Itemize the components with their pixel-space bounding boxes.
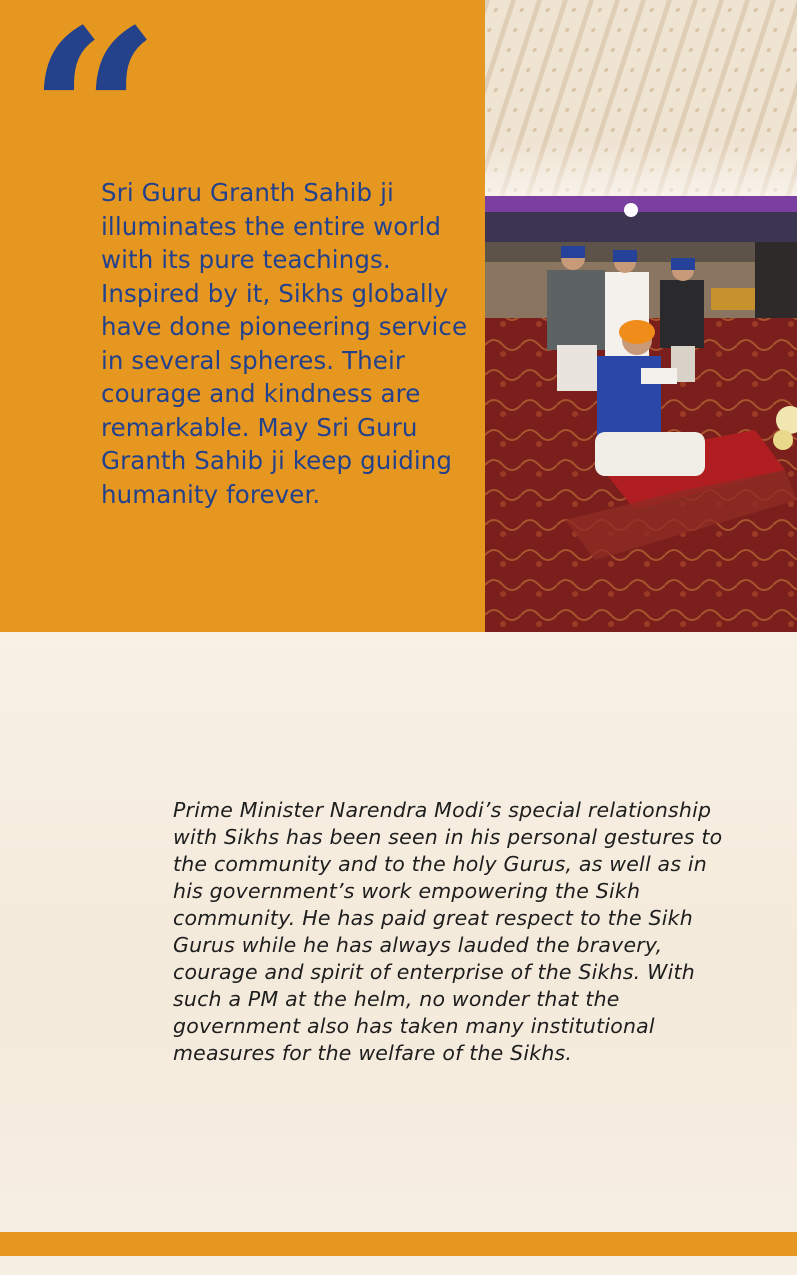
ceremony-photo [485,0,797,632]
quote-mark-icon: “ [28,0,161,250]
footer-strip [0,1256,797,1275]
quote-text: Sri Guru Granth Sahib ji illuminates the entire world with its pure teachings. Inspired by it, Sikhs globally have done pioneering service in several spheres. Their courage and kindness are remarkable. May Sri Guru Granth Sahib ji keep guiding humanity forever. [101,178,468,509]
footer-band [0,1232,797,1256]
article-text: Prime Minister Narendra Modi’s special relationship with Sikhs has been seen in his personal gestures to the community and to the holy Gurus, as well as in his government’s work empowering the Sikh community. He has paid great respect to the Sikh Gurus while he has always lauded the bravery, courage and spirit of enterprise of the Sikhs. With such a PM at the helm, no wonder that the government also has taken many institutional measures for the welfare of the Sikhs. [173,798,723,1065]
quote-panel [0,0,485,632]
